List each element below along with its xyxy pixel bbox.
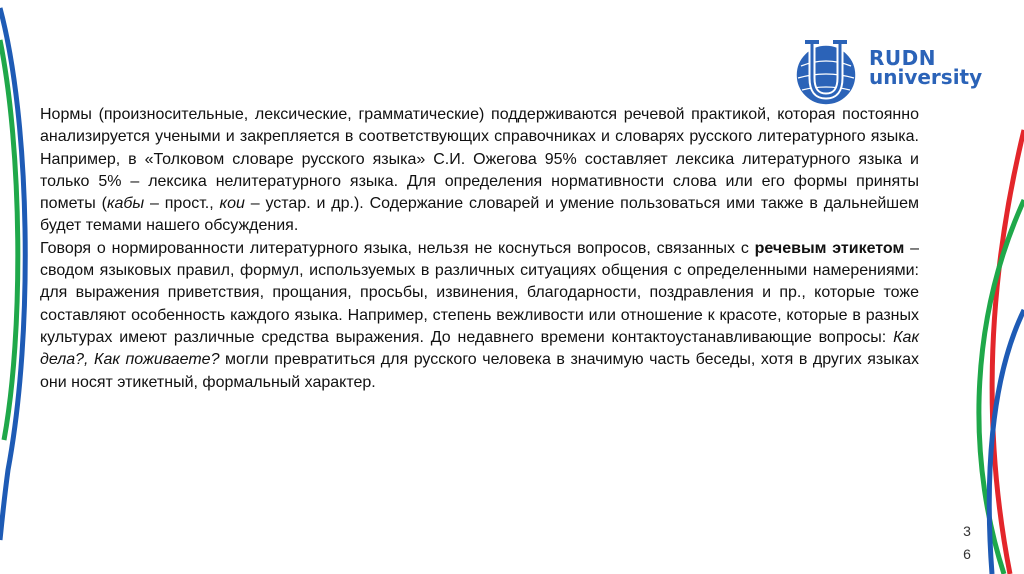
text-segment: – сводом языковых правил, формул, используемых в различных ситуациях общения с определенными намерениями: для выражения приветствия, прощания, просьбы, извинения, благодарности, поздравления и пр., которые тоже составляют особенность каждого языка. Например, степень вежливости или отношение к красоте, которые в разных культурах имеют различные средства выражения. До недавнего времени контактоустанавливающие вопросы: [40, 239, 920, 346]
text-segment: – устар. и др.). Содержание словарей и умение пользоваться ими также в дальнейшем будет темами нашего обсуждения. [40, 195, 920, 235]
paragraph [40, 104, 919, 238]
text-segment: Как дела?, Как поживаете? [40, 328, 919, 369]
text-segment: кабы [106, 195, 145, 213]
right-blue-stripe [989, 310, 1024, 574]
logo-line1: RUDN [869, 46, 936, 70]
right-green-stripe [979, 200, 1024, 574]
text-segment: речевым этикетом [754, 239, 905, 257]
right-red-stripe [992, 130, 1024, 574]
slide-body-text [40, 104, 919, 394]
page-number-line2: 6 [963, 546, 971, 562]
text-segment: – прост., [144, 195, 220, 213]
left-green-stripe [0, 40, 18, 440]
text-segment: могли превратиться для русского человека в значимую часть беседы, хотя в других языках они носят этикетный, формальный характер. [40, 351, 920, 391]
logo-line2: university [869, 65, 983, 89]
text-segment: кои [219, 195, 245, 213]
logo-wordmark [869, 46, 983, 89]
page-number-line1: 3 [963, 523, 971, 539]
left-blue-stripe [0, 8, 25, 540]
paragraph [40, 238, 919, 394]
text-segment: Говоря о нормированности литературного языка, нельзя не коснуться вопросов, связанных с [40, 239, 755, 257]
text-segment: Нормы (произносительные, лексические, грамматические) поддерживаются речевой практикой, которая постоянно анализируется учеными и закрепляется в соответствующих справочниках и словарях русского литературного языка. Например, в «Толковом словаре русского языка» С.И. Ожегова 95% составляет лексика литературного языка и только 5% – лексика нелитературного языка. Для определения нормативности слова или его формы приняты пометы ( [40, 106, 919, 213]
page-number [962, 520, 972, 566]
